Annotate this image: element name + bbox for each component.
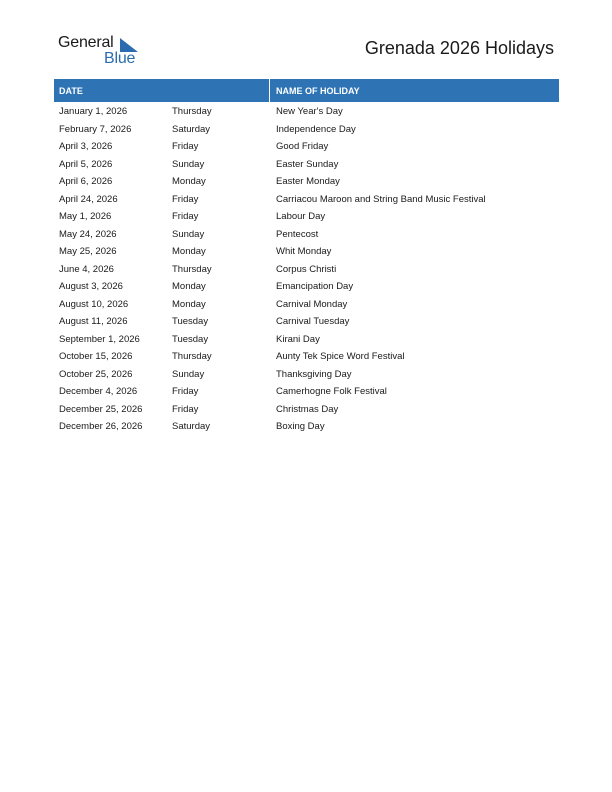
holiday-name: Carriacou Maroon and String Band Music Festival <box>276 193 486 205</box>
holiday-date: April 6, 2026 <box>59 176 113 187</box>
table-row <box>54 417 559 435</box>
holiday-name: Labour Day <box>276 211 326 222</box>
holiday-name: Thanksgiving Day <box>276 368 352 380</box>
holiday-date: October 15, 2026 <box>59 351 133 362</box>
holiday-date: April 3, 2026 <box>59 141 113 152</box>
column-header-date: DATE <box>59 86 83 96</box>
table-header <box>54 79 559 102</box>
holiday-name: Easter Sunday <box>276 158 339 170</box>
holiday-name: Camerhogne Folk Festival <box>276 386 387 397</box>
holiday-name: Easter Monday <box>276 176 340 187</box>
holiday-weekday: Sunday <box>172 228 205 240</box>
table-row <box>54 120 559 138</box>
table-row <box>54 330 559 348</box>
table-row <box>54 295 559 313</box>
holiday-date: February 7, 2026 <box>59 123 132 135</box>
holiday-date: December 26, 2026 <box>59 421 143 432</box>
table-row <box>54 365 559 383</box>
table-row <box>54 347 559 365</box>
logo-text-blue: Blue <box>104 50 136 67</box>
holiday-weekday: Thursday <box>172 263 212 275</box>
holiday-weekday: Saturday <box>172 123 211 135</box>
holiday-name: Pentecost <box>276 228 319 240</box>
header-divider <box>269 79 270 102</box>
holiday-date: September 1, 2026 <box>59 333 140 345</box>
table-body <box>54 102 559 435</box>
holiday-date: December 4, 2026 <box>59 386 138 397</box>
holiday-name: Boxing Day <box>276 421 325 432</box>
holiday-weekday: Friday <box>172 403 199 415</box>
holiday-date: May 25, 2026 <box>59 246 117 257</box>
holiday-name: Whit Monday <box>276 246 332 257</box>
table-row <box>54 137 559 155</box>
holiday-date: August 3, 2026 <box>59 281 123 292</box>
holiday-name: Christmas Day <box>276 403 339 415</box>
holiday-name: New Year's Day <box>276 106 343 117</box>
column-header-name: NAME OF HOLIDAY <box>276 86 360 96</box>
holidays-table <box>54 79 559 435</box>
logo-text-general: General <box>58 34 114 51</box>
table-row <box>54 102 559 120</box>
holiday-name: Kirani Day <box>276 333 320 345</box>
holiday-weekday: Friday <box>172 193 199 205</box>
holiday-name: Good Friday <box>276 141 329 152</box>
holiday-weekday: Tuesday <box>172 316 209 327</box>
holiday-date: May 24, 2026 <box>59 228 117 240</box>
holiday-date: June 4, 2026 <box>59 263 114 275</box>
holiday-weekday: Thursday <box>172 351 212 362</box>
holiday-weekday: Thursday <box>172 106 212 117</box>
holiday-date: April 5, 2026 <box>59 158 113 170</box>
holiday-weekday: Saturday <box>172 421 211 432</box>
holiday-weekday: Sunday <box>172 158 205 170</box>
holiday-weekday: Sunday <box>172 368 205 380</box>
table-row <box>54 207 559 225</box>
table-row <box>54 172 559 190</box>
holiday-name: Independence Day <box>276 123 356 135</box>
table-row <box>54 277 559 295</box>
table-row <box>54 260 559 278</box>
holiday-weekday: Monday <box>172 298 206 310</box>
holiday-date: August 11, 2026 <box>59 316 128 327</box>
page-title: Grenada 2026 Holidays <box>364 38 554 58</box>
holiday-weekday: Monday <box>172 246 206 257</box>
table-row <box>54 225 559 243</box>
logo <box>58 34 148 68</box>
holiday-weekday: Friday <box>172 211 199 222</box>
holiday-weekday: Friday <box>172 386 199 397</box>
holiday-date: January 1, 2026 <box>59 106 128 117</box>
holiday-date: December 25, 2026 <box>59 403 143 415</box>
table-row <box>54 400 559 418</box>
holiday-weekday: Monday <box>172 176 206 187</box>
holiday-weekday: Friday <box>172 141 199 152</box>
holiday-date: October 25, 2026 <box>59 368 133 380</box>
table-row <box>54 312 559 330</box>
holiday-name: Aunty Tek Spice Word Festival <box>276 351 405 362</box>
holiday-weekday: Tuesday <box>172 333 209 345</box>
holiday-date: August 10, 2026 <box>59 298 129 310</box>
table-row <box>54 155 559 173</box>
holiday-date: April 24, 2026 <box>59 193 118 205</box>
holiday-date: May 1, 2026 <box>59 211 112 222</box>
holiday-name: Emancipation Day <box>276 281 354 292</box>
table-row <box>54 190 559 208</box>
holiday-name: Carnival Monday <box>276 298 348 310</box>
table-row <box>54 382 559 400</box>
holiday-name: Corpus Christi <box>276 263 337 275</box>
holiday-weekday: Monday <box>172 281 206 292</box>
table-row <box>54 242 559 260</box>
holiday-name: Carnival Tuesday <box>276 316 350 327</box>
